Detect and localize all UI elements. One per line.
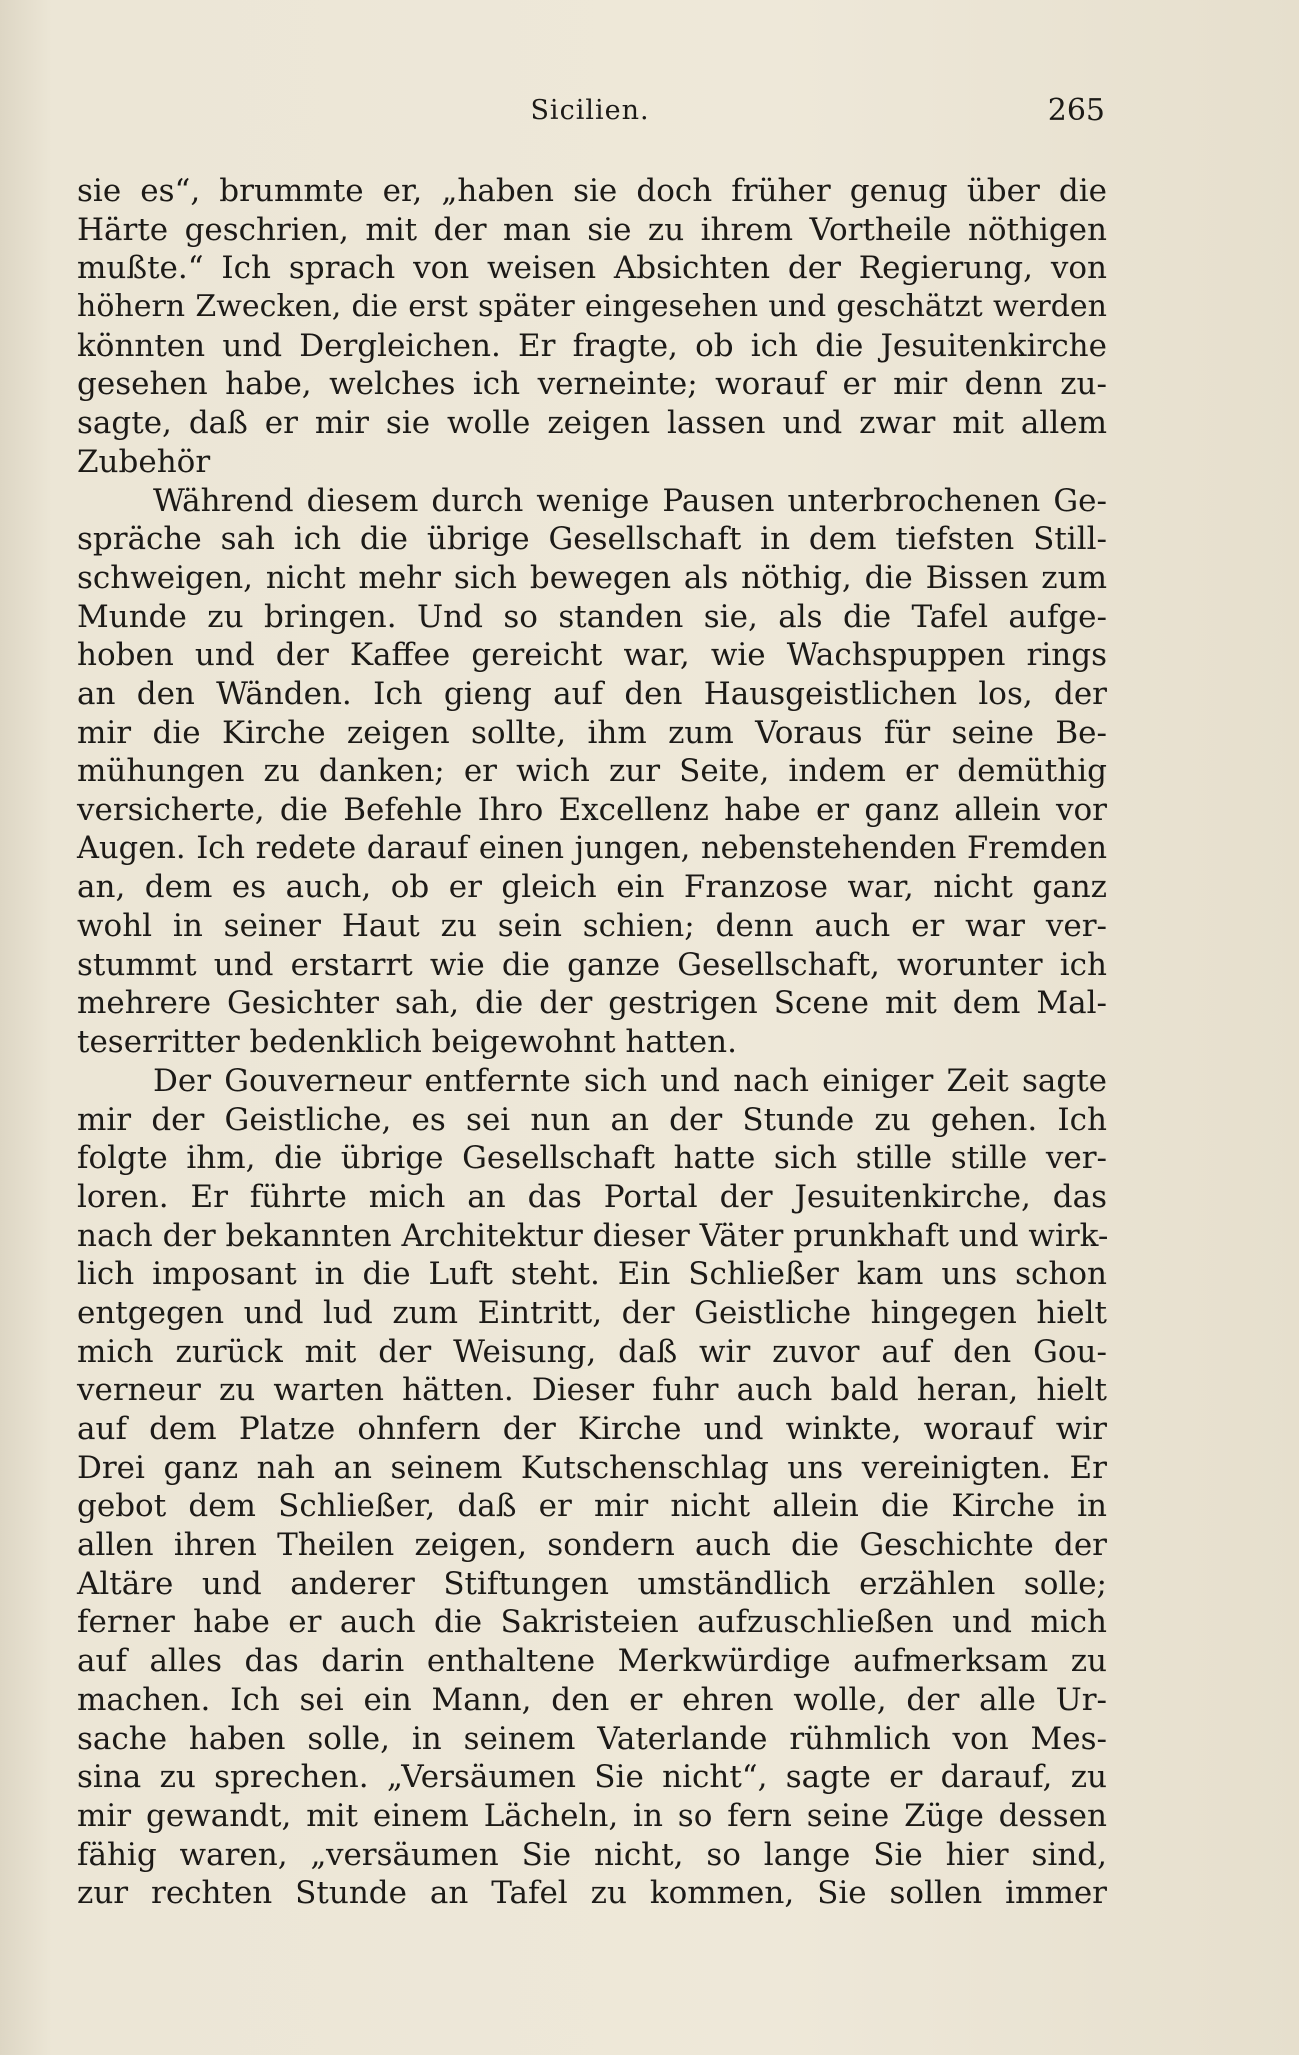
text-line: an den Wänden. Ich gieng auf den Hausgeistlichen los, der	[77, 675, 1107, 712]
text-line: höhern Zwecken, die erst später eingesehen und geschätzt werden	[77, 289, 1107, 325]
text-line: Augen. Ich redete darauf einen jungen, nebenstehenden Fremden	[77, 830, 1107, 866]
paragraph	[77, 1062, 1107, 1913]
text-line: auf dem Platze ohnfern der Kirche und winkte, worauf wir	[77, 1411, 1107, 1447]
text-line: mühungen zu danken; er wich zur Seite, indem er demüthig	[77, 753, 1107, 790]
page-body	[77, 172, 1107, 1913]
text-line: mir der Geistliche, es sei nun an der Stunde zu gehen. Ich	[77, 1101, 1107, 1138]
text-line: schweigen, nicht mehr sich bewegen als nöthig, die Bissen zum	[77, 559, 1107, 596]
text-line: fähig waren, „versäumen Sie nicht, so lange Sie hier sind,	[77, 1836, 1107, 1873]
text-line: ferner habe er auch die Sakristeien aufzuschließen und mich	[77, 1604, 1107, 1641]
text-line: Altäre und anderer Stiftungen umständlich erzählen solle;	[77, 1565, 1107, 1602]
text-line: mußte.“ Ich sprach von weisen Absichten der Regierung, von	[77, 250, 1107, 287]
text-line: machen. Ich sei ein Mann, den er ehren wolle, der alle Ur-	[77, 1681, 1107, 1718]
text-line: an, dem es auch, ob er gleich ein Franzose war, nicht ganz	[77, 869, 1107, 906]
paragraph	[77, 172, 1107, 482]
text-line: sina zu sprechen. „Versäumen Sie nicht“, sagte er darauf, zu	[77, 1759, 1107, 1796]
text-line: entgegen und lud zum Eintritt, der Geistliche hingegen hielt	[77, 1294, 1107, 1331]
text-line: allen ihren Theilen zeigen, sondern auch die Geschichte der	[77, 1527, 1107, 1564]
text-line: versicherte, die Befehle Ihro Excellenz habe er ganz allein vor	[77, 792, 1107, 828]
text-line: spräche sah ich die übrige Gesellschaft in dem tiefsten Still-	[77, 521, 1107, 558]
text-line: gebot dem Schließer, daß er mir nicht allein die Kirche in	[77, 1488, 1107, 1525]
text-line: verneur zu warten hätten. Dieser fuhr auch bald heran, hielt	[77, 1372, 1107, 1409]
text-line: Munde zu bringen. Und so standen sie, als die Tafel aufge-	[77, 598, 1107, 635]
text-line: loren. Er führte mich an das Portal der Jesuitenkirche, das	[77, 1178, 1107, 1215]
text-line: mir die Kirche zeigen sollte, ihm zum Voraus für seine Be-	[77, 714, 1107, 751]
text-line: zur rechten Stunde an Tafel zu kommen, Sie sollen immer	[77, 1875, 1107, 1912]
running-title: Sicilien.	[530, 95, 650, 126]
text-line: Drei ganz nah an seinem Kutschenschlag uns vereinigten. Er	[77, 1449, 1107, 1486]
text-line: wohl in seiner Haut zu sein schien; denn auch er war ver-	[77, 908, 1107, 945]
text-line: stummt und erstarrt wie die ganze Gesellschaft, worunter ich	[77, 946, 1107, 983]
text-line: gesehen habe, welches ich verneinte; worauf er mir denn zu-	[77, 366, 1107, 403]
text-line: folgte ihm, die übrige Gesellschaft hatte sich stille stille ver-	[77, 1140, 1107, 1177]
text-line: Während diesem durch wenige Pausen unterbrochenen Ge-	[153, 482, 1107, 519]
text-line: sache haben solle, in seinem Vaterlande rühmlich von Mes-	[77, 1720, 1107, 1757]
paragraph	[77, 482, 1107, 1062]
text-line: hoben und der Kaffee gereicht war, wie Wachspuppen rings	[77, 637, 1107, 674]
text-line: mir gewandt, mit einem Lächeln, in so fern seine Züge dessen	[77, 1797, 1107, 1834]
page-number: 265	[1047, 93, 1105, 128]
text-line: sagte, daß er mir sie wolle zeigen lassen und zwar mit allem	[77, 405, 1107, 442]
text-line: Zubehör	[77, 443, 211, 480]
text-line: nach der bekannten Architektur dieser Väter prunkhaft und wirk-	[77, 1217, 1109, 1254]
text-line: lich imposant in die Luft steht. Ein Schließer kam uns schon	[77, 1256, 1107, 1293]
text-line: sie es“, brummte er, „haben sie doch früher genug über die	[77, 173, 1107, 209]
text-line: mich zurück mit der Weisung, daß wir zuvor auf den Gou-	[77, 1333, 1107, 1370]
text-line: auf alles das darin enthaltene Merkwürdige aufmerksam zu	[77, 1643, 1107, 1680]
text-line: Härte geschrien, mit der man sie zu ihrem Vortheile nöthigen	[77, 211, 1107, 248]
page-header	[75, 95, 1105, 135]
text-line: könnten und Dergleichen. Er fragte, ob ich die Jesuitenkirche	[77, 327, 1107, 364]
text-line: teserritter bedenklich beigewohnt hatten.	[77, 1024, 737, 1061]
text-line: Der Gouverneur entfernte sich und nach einiger Zeit sagte	[153, 1062, 1107, 1099]
text-line: mehrere Gesichter sah, die der gestrigen Scene mit dem Mal-	[77, 985, 1107, 1022]
